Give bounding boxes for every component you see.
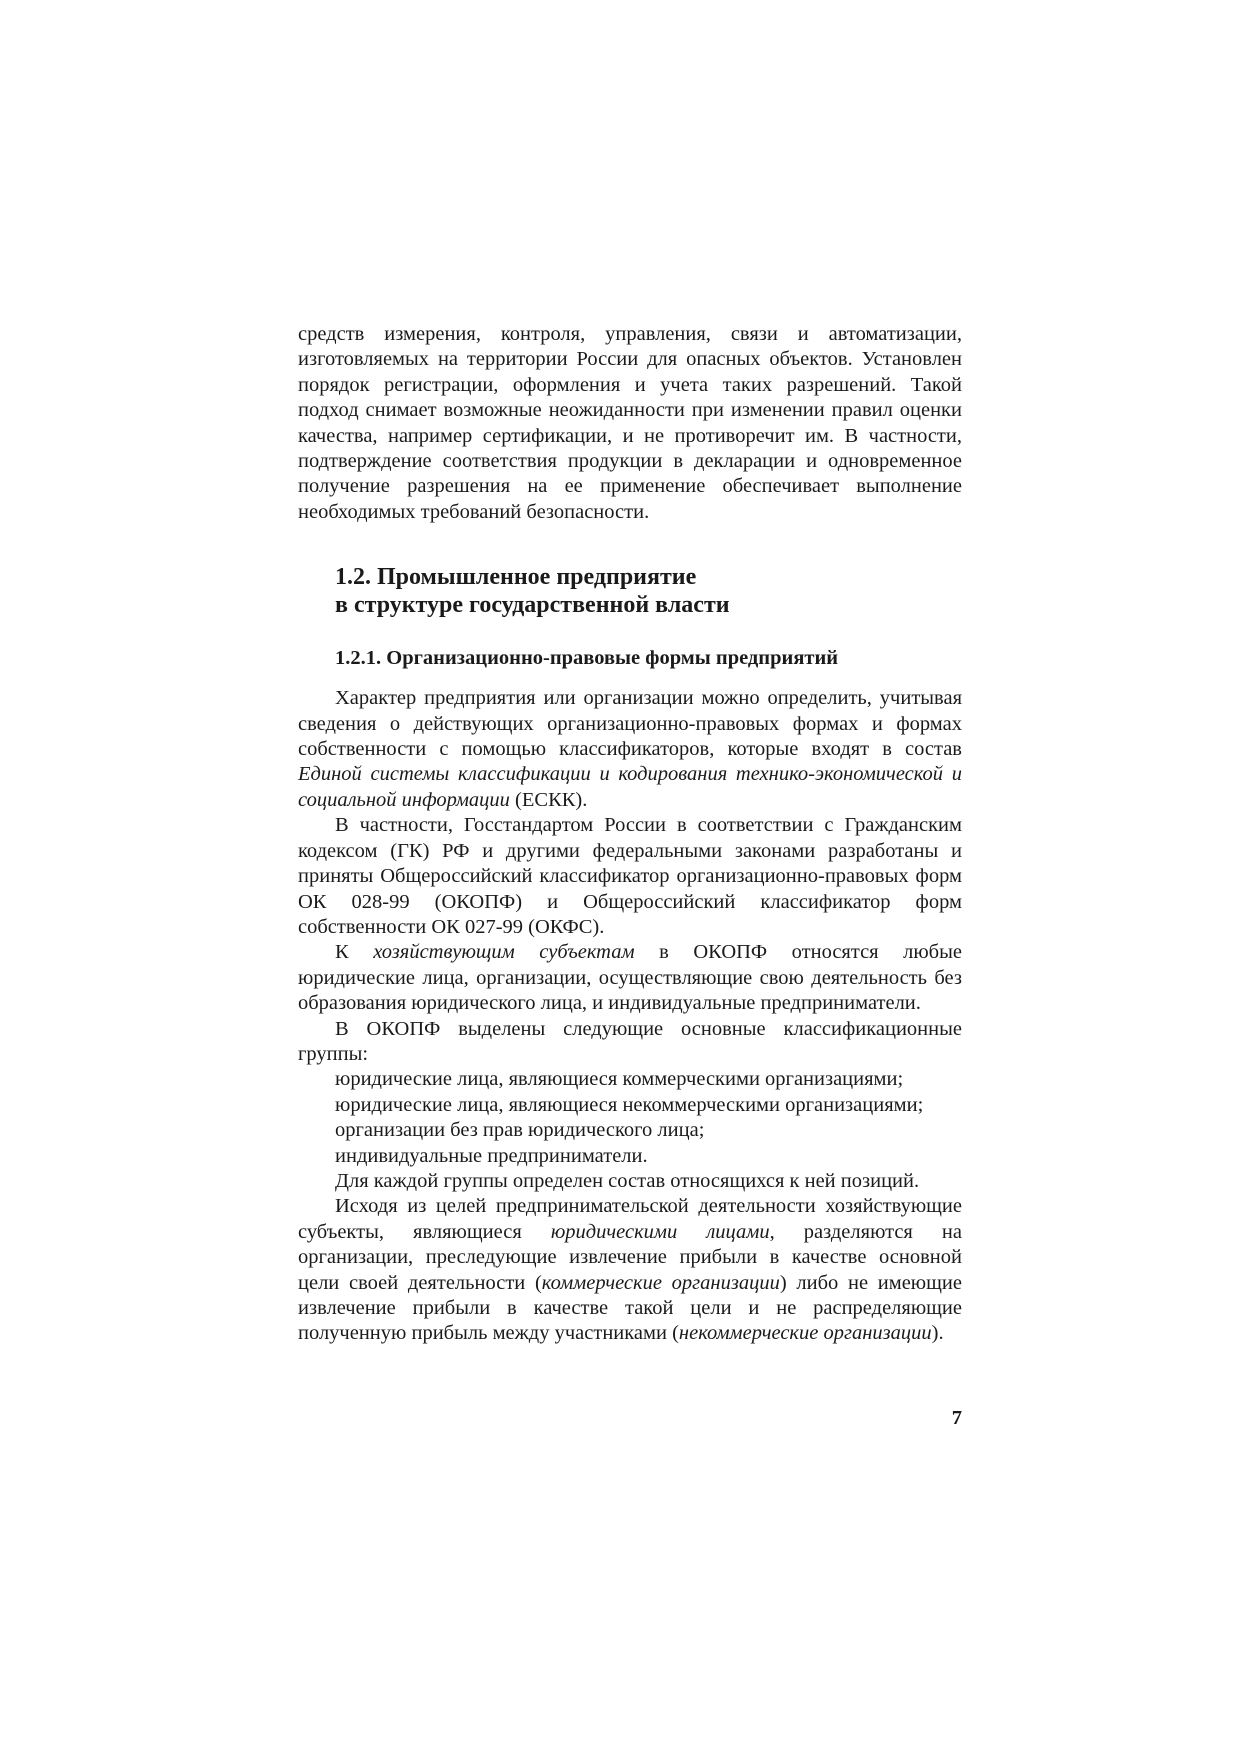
page-number: 7 [951,1407,962,1429]
section-title-line-2: в структуре государственной власти [335,592,730,619]
paragraph-eskk-abbr: (ЕСКК). [509,788,588,811]
list-item: юридические лица, являющиеся коммерческими организациями; [335,1068,904,1091]
paragraph-eskk [298,686,962,813]
page-content [298,322,962,1347]
paragraph-groups: В ОКОПФ выделены следующие основные классификационные группы: [298,1017,962,1065]
legal-entities-text-b: , разделяются на организации, преследующие извлечение прибыли в качестве основной цели своей деятельности ( [298,1220,962,1294]
eskk-italic-term: Единой системы классификации и кодирования технико-экономической и социальной информации [298,763,962,811]
legal-entities-text-c: ) либо не имеющие извлечение прибыли в качестве такой цели и не распределяющие полученную прибыль между участниками ( [298,1271,962,1345]
paragraph-legal-entities [298,1194,962,1346]
paragraph-eskk-text: Характер предприятия или организации можно определить, учитывая сведения о действующих организационно-правовых формах и формах собственности с помощью классификаторов, которые входят в состав [298,687,962,761]
paragraph-subjects-text: в ОКОПФ относятся любые юридические лица, организации, осуществляющие свою деятельность без образования юридического лица, и индивидуальные предприниматели. [298,941,962,1015]
legal-entities-text-d: ). [931,1322,944,1345]
legal-entities-text-a: Исходя из целей предпринимательской деятельности хозяйствующие субъекты, являющиеся [298,1195,962,1243]
noncommercial-orgs-italic-term: некоммерческие организации [678,1322,932,1345]
commercial-orgs-italic-term: коммерческие организации [541,1271,780,1294]
list-item: организации без прав юридического лица; [335,1119,705,1142]
subjects-italic-term: хозяйствующим субъектам [373,941,635,964]
section-heading [335,563,962,619]
legal-entities-italic-term: юридическими лицами [550,1220,770,1243]
list-item: индивидуальные предприниматели. [335,1144,648,1167]
paragraph-subjects-prefix: К [335,941,374,964]
intro-paragraph: средств измерения, контроля, управления, связи и автоматизации, изготовляемых на территории России для опасных объектов. Установлен порядок регистрации, оформления и учета таких разрешений. Такой подход снимает возможные неожиданности при изменении правил оценки качества, например сертификации, и не противоречит им. В частности, подтверждение соответствия продукции в декларации и одновременное получение разрешения на ее применение обеспечивает выполнение необходимых требований безопасности. [298,323,962,523]
paragraph-classifiers: В частности, Госстандартом России в соответствии с Гражданским кодексом (ГК) РФ и другими федеральными законами разработаны и приняты Общероссийский классификатор организационно-правовых форм ОК 028-99 (ОКОПФ) и Общероссийский классификатор форм собственности ОК 027-99 (ОКФС). [298,814,962,938]
paragraph-subjects [298,940,962,1016]
list-item: юридические лица, являющиеся некоммерческими организациями; [335,1093,924,1116]
section-title-line-1: 1.2. Промышленное предприятие [335,564,697,591]
paragraph-group-composition: Для каждой группы определен состав относящихся к ней позиций. [335,1169,920,1192]
subsection-heading: 1.2.1. Организационно-правовые формы предприятий [335,647,839,670]
